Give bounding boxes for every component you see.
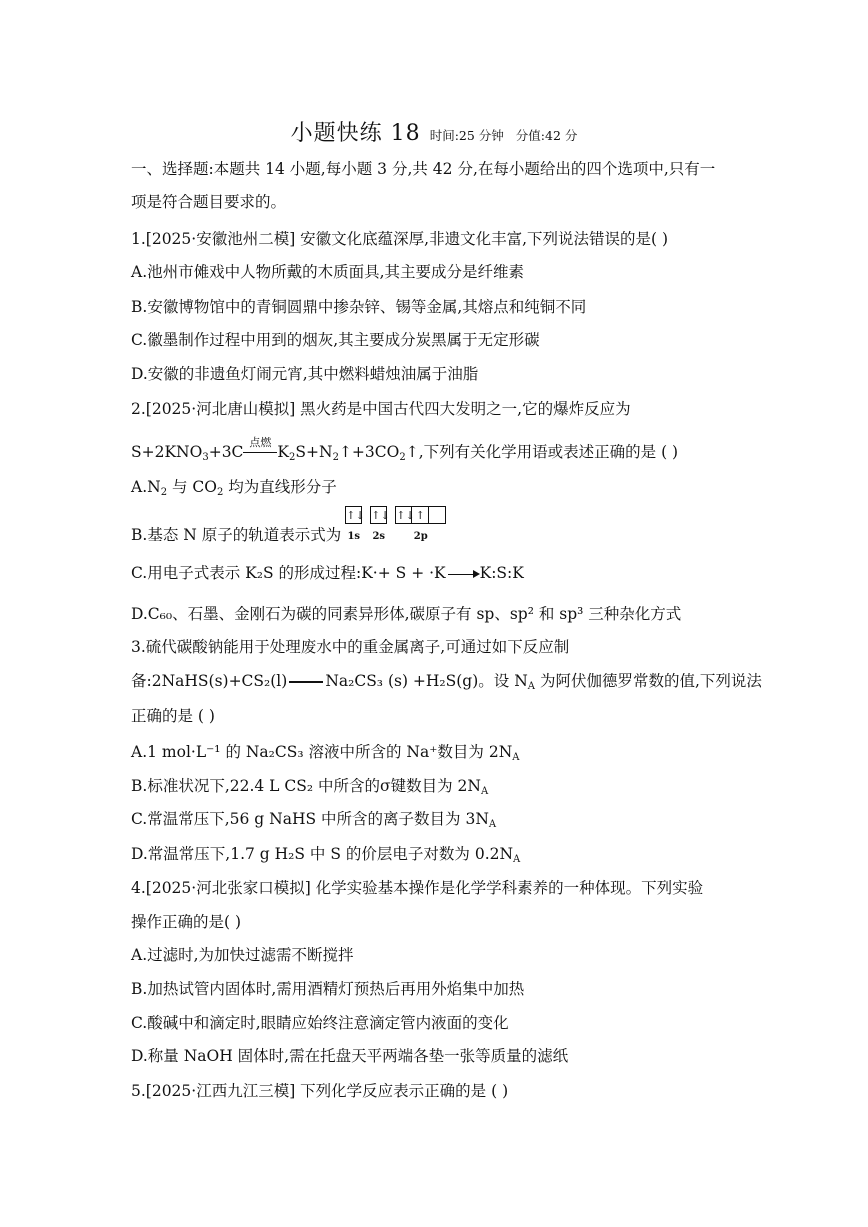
- reaction-arrow: [243, 436, 277, 460]
- q4-stem-2: 操作正确的是( ): [131, 913, 242, 931]
- q4-option-b: B.加热试管内固体时,需用酒精灯预热后再用外焰集中加热: [131, 980, 525, 998]
- q3-option-d: D.常温常压下,1.7 g H₂S 中 S 的价层电子对数为 $0.2N_A$: [131, 845, 521, 865]
- q4-stem: 4.[2025·河北张家口模拟] 化学实验基本操作是化学学科素养的一种体现。下列实验: [131, 879, 704, 897]
- section-instruction-2: 项是符合题目要求的。: [131, 193, 287, 211]
- q1-option-d: D.安徽的非遗鱼灯闹元宵,其中燃料蜡烛油属于油脂: [131, 365, 479, 383]
- orbital-diagram: [345, 506, 446, 548]
- q4-option-a: A.过滤时,为加快过滤需不断搅拌: [131, 946, 354, 964]
- q2-option-b: B.基态 N 原子的轨道表示式为 ↑↓ ↑↓ ↑↓ ↑ 1s 2s 2p: [131, 506, 446, 548]
- q2-equation: $S+2KNO_3+3C$ 点燃 $K_2S+N_2↑+3CO_2↑$,下列有关化学用语或表述正确的是 ( ): [131, 441, 678, 469]
- q3-option-c: C.常温常压下,56 g NaHS 中所含的离子数目为 $3N_A$: [131, 810, 497, 830]
- orbital-box: [429, 506, 446, 524]
- q3-stem-3: 正确的是 ( ): [131, 707, 215, 725]
- orbital-label: 2p: [413, 531, 428, 542]
- title-meta: [430, 128, 578, 143]
- q2-option-c: C.用电子式表示 K₂S 的形成过程:K·+ S + ·K K:S:K: [131, 564, 524, 582]
- q2-option-a: $A.N_2$ 与 $CO_2$ 均为直线形分子: [131, 478, 337, 498]
- title-text: 小题快练 18: [290, 121, 421, 146]
- q3-equation: 备:2NaHS(s)+CS₂(l) Na₂CS₃ (s) +H₂S(g)。设 $N_A$ 为阿伏伽德罗常数的值,下列说法: [131, 672, 762, 692]
- section-instruction-1: 一、选择题:本题共 14 小题,每小题 3 分,共 42 分,在每小题给出的四个选项中,只有一: [131, 160, 716, 178]
- time-limit: 时间:25 分钟: [429, 128, 504, 143]
- q3-option-a: A.1 mol·L⁻¹ 的 Na₂CS₃ 溶液中所含的 Na⁺数目为 $2N_A$: [131, 743, 520, 763]
- q1-option-b: B.安徽博物馆中的青铜圆鼎中掺杂锌、锡等金属,其熔点和纯铜不同: [131, 298, 587, 316]
- q4-option-c: C.酸碱中和滴定时,眼睛应始终注意滴定管内液面的变化: [131, 1014, 509, 1032]
- q4-option-d: D.称量 NaOH 固体时,需在托盘天平两端各垫一张等质量的滤纸: [131, 1047, 569, 1065]
- orbital-label: 1s: [347, 531, 361, 542]
- score-total: 分值:42 分: [515, 128, 578, 143]
- equals-bar: [289, 681, 323, 683]
- q2-stem-tail: ,下列有关化学用语或表述正确的是 ( ): [418, 443, 679, 461]
- q1-stem: 1.[2025·安徽池州二模] 安徽文化底蕴深厚,非遗文化丰富,下列说法错误的是( ): [131, 230, 669, 248]
- q2-stem: 2.[2025·河北唐山模拟] 黑火药是中国古代四大发明之一,它的爆炸反应为: [131, 400, 631, 418]
- orbital-box: ↑: [412, 506, 429, 524]
- orbital-box: ↑↓: [370, 506, 387, 524]
- q5-stem: 5.[2025·江西九江三模] 下列化学反应表示正确的是 ( ): [131, 1082, 509, 1100]
- orbital-label: 2s: [372, 531, 386, 542]
- q3-stem: 3.硫代碳酸钠能用于处理废水中的重金属离子,可通过如下反应制: [131, 638, 570, 656]
- reaction-condition: 点燃: [249, 436, 272, 449]
- arrow-icon: [448, 574, 478, 575]
- q1-option-c: C.徽墨制作过程中用到的烟灰,其主要成分炭黑属于无定形碳: [131, 331, 540, 349]
- q2-option-d: D.C₆₀、石墨、金刚石为碳的同素异形体,碳原子有 sp、sp² 和 sp³ 三种杂化方式: [131, 605, 682, 623]
- q3-option-b: B.标准状况下,22.4 L CS₂ 中所含的σ键数目为 $2N_A$: [131, 777, 489, 797]
- orbital-box: ↑↓: [345, 506, 362, 524]
- orbital-box: ↑↓: [395, 506, 412, 524]
- page-title: [0, 116, 868, 147]
- q1-option-a: A.池州市傩戏中人物所戴的木质面具,其主要成分是纤维素: [131, 263, 525, 281]
